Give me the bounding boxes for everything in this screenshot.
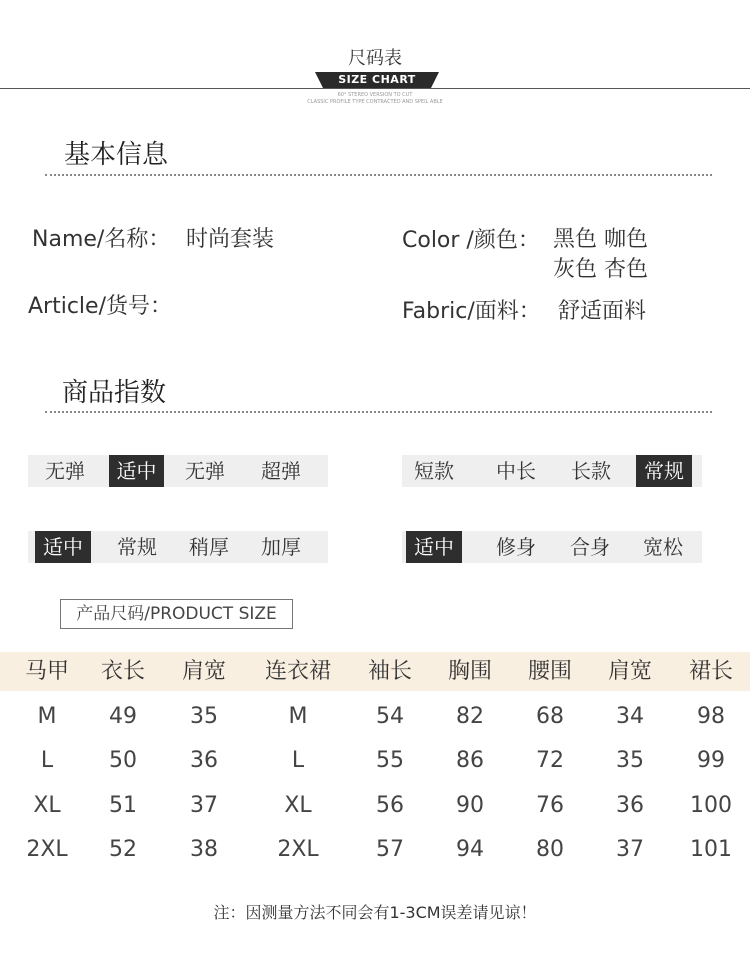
fit-option: 修身 <box>496 535 536 559</box>
elasticity-option: 无弹 <box>45 459 85 483</box>
table-cell: 55 <box>376 748 404 773</box>
table-cell: 34 <box>616 704 644 729</box>
size-chart-banner: SIZE CHART <box>338 73 416 86</box>
table-cell: 57 <box>376 837 404 862</box>
elasticity-option: 无弹 <box>185 459 225 483</box>
fabric-value: 舒适面料 <box>558 299 647 324</box>
measurement-note: 注：因测量方法不同会有1-3CM误差请见谅！ <box>213 903 537 922</box>
length-option: 短款 <box>414 459 454 483</box>
table-cell: 2XL <box>26 837 68 862</box>
table-cell: L <box>40 748 54 773</box>
color-label: Color /颜色： <box>402 228 540 253</box>
table-cell: 50 <box>109 748 137 773</box>
table-cell: 80 <box>536 837 564 862</box>
table-cell: 101 <box>690 837 732 862</box>
table-cell: 98 <box>697 704 725 729</box>
product-size-label: 产品尺码/PRODUCT SIZE <box>60 599 293 629</box>
table-cell: 54 <box>376 704 404 729</box>
table-header-cell: 胸围 <box>447 659 492 684</box>
table-cell: XL <box>33 793 61 818</box>
table-cell: 49 <box>109 704 137 729</box>
elasticity-option: 超弹 <box>261 459 301 483</box>
table-header-cell: 连衣裙 <box>264 659 331 684</box>
length-option: 中长 <box>496 459 536 483</box>
table-header-cell: 衣长 <box>100 659 145 684</box>
table-header-cell: 裙长 <box>688 659 733 684</box>
color-value-1: 黑色 咖色 <box>553 227 648 252</box>
table-cell: 94 <box>456 837 484 862</box>
table-header-cell: 马甲 <box>24 659 69 684</box>
table-cell: 37 <box>190 793 218 818</box>
table-header-cell: 肩宽 <box>181 659 226 684</box>
table-cell: 35 <box>190 704 218 729</box>
thickness-option: 加厚 <box>261 535 301 559</box>
size-chart-title: 尺码表 <box>348 48 402 69</box>
article-label: Article/货号： <box>28 294 172 319</box>
table-cell: M <box>37 704 57 729</box>
table-cell: 35 <box>616 748 644 773</box>
table-cell: 82 <box>456 704 484 729</box>
table-header-cell: 袖长 <box>367 659 412 684</box>
table-header-cell: 肩宽 <box>607 659 652 684</box>
basic-info-title: 基本信息 <box>64 140 169 170</box>
fit-option: 宽松 <box>643 535 683 559</box>
name-value: 时尚套装 <box>186 227 275 252</box>
thickness-option: 常规 <box>117 535 157 559</box>
table-cell: 68 <box>536 704 564 729</box>
table-cell: 38 <box>190 837 218 862</box>
fit-option-selected: 适中 <box>406 531 462 563</box>
table-cell: 99 <box>697 748 725 773</box>
header-small-text-1: 60° STEREO VERSION TO CUT <box>337 92 413 98</box>
header-divider <box>0 88 750 89</box>
table-cell: 36 <box>616 793 644 818</box>
header-small-text-2: CLASSIC PROFILE TYPE CONTRACTED AND SPEIL ABLE <box>307 99 443 105</box>
table-cell: 86 <box>456 748 484 773</box>
index-divider <box>45 411 712 413</box>
length-option-selected: 常规 <box>636 455 692 487</box>
elasticity-option-selected: 适中 <box>109 455 164 487</box>
table-cell: 72 <box>536 748 564 773</box>
index-title: 商品指数 <box>62 378 167 408</box>
table-cell: 56 <box>376 793 404 818</box>
name-label: Name/名称： <box>32 227 171 252</box>
table-cell: 51 <box>109 793 137 818</box>
table-cell: M <box>288 704 308 729</box>
table-cell: 36 <box>190 748 218 773</box>
table-cell: 37 <box>616 837 644 862</box>
table-cell: 100 <box>690 793 732 818</box>
basic-info-divider <box>45 174 712 176</box>
table-cell: 52 <box>109 837 137 862</box>
fabric-label: Fabric/面料： <box>402 299 541 324</box>
table-cell: 2XL <box>277 837 319 862</box>
table-cell: 90 <box>456 793 484 818</box>
table-cell: XL <box>284 793 312 818</box>
color-value-2: 灰色 杏色 <box>553 257 648 282</box>
thickness-option-selected: 适中 <box>35 531 91 563</box>
table-header-cell: 腰围 <box>527 659 572 684</box>
table-cell: L <box>291 748 305 773</box>
table-cell: 76 <box>536 793 564 818</box>
fit-option: 合身 <box>570 535 610 559</box>
thickness-option: 稍厚 <box>189 535 229 559</box>
length-option: 长款 <box>571 459 611 483</box>
